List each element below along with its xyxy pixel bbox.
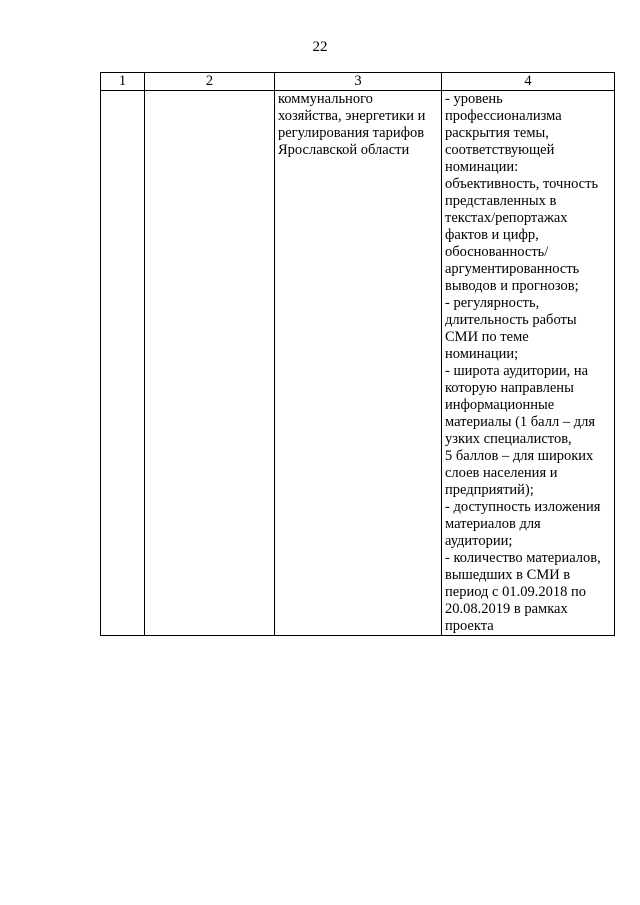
- text-line: узких специалистов,: [445, 431, 572, 447]
- text-line: профессионализма: [445, 108, 562, 124]
- text-line: текстах/репортажах: [445, 210, 568, 226]
- text-line: номинации;: [445, 346, 519, 362]
- table-header-row: [101, 73, 615, 91]
- text-line: - широта аудитории, на: [445, 363, 589, 379]
- text-line: слоев населения и: [445, 465, 558, 481]
- text-line: - регулярность,: [445, 295, 540, 311]
- text-line: регулирования тарифов: [278, 125, 425, 141]
- cell-col1: [101, 91, 145, 636]
- cell-criteria: [442, 91, 615, 636]
- cell-col2: [145, 91, 275, 636]
- text-line: фактов и цифр,: [445, 227, 539, 243]
- page-number: 22: [312, 39, 328, 55]
- text-line: обоснованность/: [445, 244, 549, 260]
- criteria-table: [100, 72, 615, 636]
- text-line: проекта: [445, 618, 494, 634]
- text-line: - уровень: [445, 91, 503, 107]
- text-line: СМИ по теме: [445, 329, 529, 345]
- text-line: - количество материалов,: [445, 550, 601, 566]
- text-line: номинации:: [445, 159, 519, 175]
- text-line: период с 01.09.2018 по: [445, 584, 586, 600]
- column-header-1: 1: [101, 73, 145, 91]
- table-row: [101, 91, 615, 636]
- text-line: предприятий);: [445, 482, 534, 498]
- cell-organization: [275, 91, 442, 636]
- text-line: 5 баллов – для широких: [445, 448, 594, 464]
- text-line: Ярославской области: [278, 142, 410, 158]
- text-line: хозяйства, энергетики и: [278, 108, 426, 124]
- text-line: материалы (1 балл – для: [445, 414, 595, 430]
- text-line: аудитории;: [445, 533, 513, 549]
- column-header-2: 2: [145, 73, 275, 91]
- text-line: выводов и прогнозов;: [445, 278, 579, 294]
- text-line: вышедших в СМИ в: [445, 567, 571, 583]
- text-line: - доступность изложения: [445, 499, 601, 515]
- text-line: коммунального: [278, 91, 373, 107]
- column-header-4: 4: [442, 73, 615, 91]
- text-line: аргументированность: [445, 261, 580, 277]
- text-line: представленных в: [445, 193, 557, 209]
- text-line: 20.08.2019 в рамках: [445, 601, 568, 617]
- text-line: раскрытия темы,: [445, 125, 549, 141]
- text-line: информационные: [445, 397, 555, 413]
- text-line: объективность, точность: [445, 176, 599, 192]
- text-line: соответствующей: [445, 142, 555, 158]
- column-header-3: 3: [275, 73, 442, 91]
- text-line: материалов для: [445, 516, 541, 532]
- text-line: которую направлены: [445, 380, 574, 396]
- text-line: длительность работы: [445, 312, 577, 328]
